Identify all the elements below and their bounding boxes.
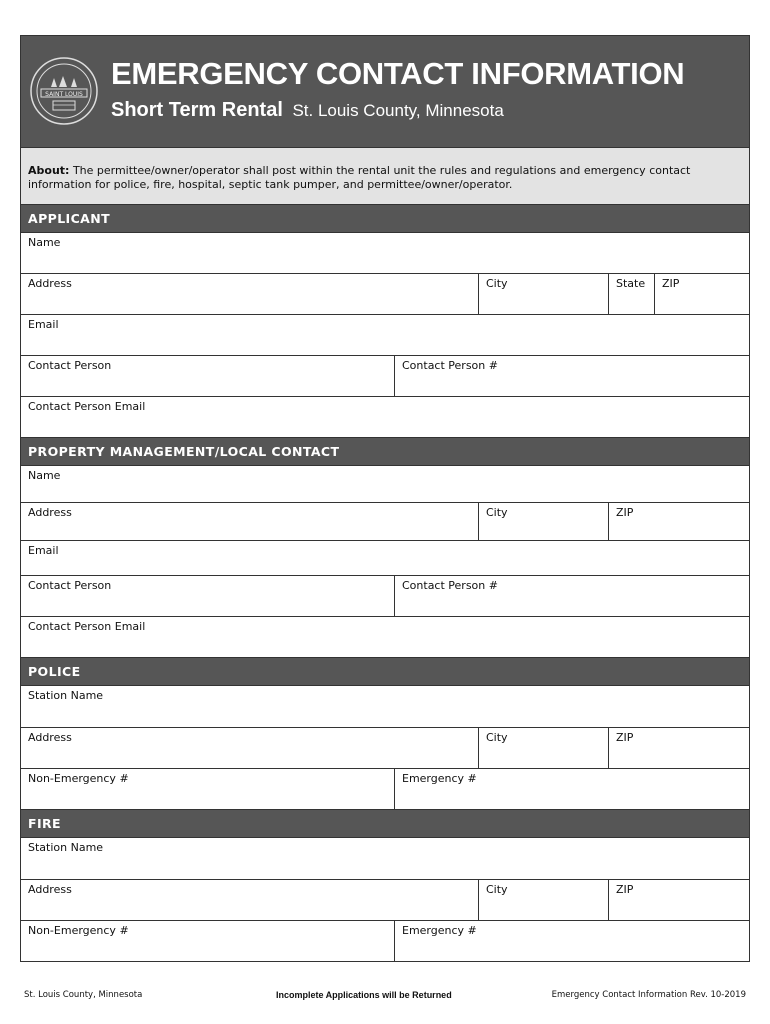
svg-text:SAINT LOUIS: SAINT LOUIS [45, 91, 83, 98]
footer-revision: Emergency Contact Information Rev. 10-2019 [551, 990, 746, 1000]
subtitle-location: St. Louis County, Minnesota [292, 101, 504, 120]
footer-county: St. Louis County, Minnesota [24, 990, 143, 1000]
property-contact-person-field[interactable]: Contact Person [28, 579, 112, 592]
property-email-row [21, 540, 749, 575]
page-title: EMERGENCY CONTACT INFORMATION [111, 56, 685, 91]
fire-station-name-field[interactable]: Station Name [28, 841, 104, 854]
about-label: About: [28, 164, 70, 177]
about-box [21, 147, 749, 204]
applicant-city-field[interactable]: City [478, 274, 608, 314]
police-station-name-field[interactable]: Station Name [28, 689, 104, 702]
section-police-header: POLICE [21, 657, 749, 685]
section-applicant-header: APPLICANT [21, 204, 749, 232]
police-city-field[interactable]: City [478, 728, 608, 768]
property-contact-email-row [21, 616, 749, 657]
footer-notice: Incomplete Applications will be Returned [276, 990, 452, 1000]
fire-station-row [21, 837, 749, 879]
applicant-contact-person-field[interactable]: Contact Person [28, 359, 112, 372]
property-contact-number-field[interactable]: Contact Person # [394, 576, 749, 616]
applicant-name-row [21, 232, 749, 273]
property-name-field[interactable]: Name [28, 469, 61, 482]
subtitle-program: Short Term Rental [111, 99, 283, 121]
property-address-field[interactable]: Address [28, 506, 72, 519]
fire-address-field[interactable]: Address [28, 883, 72, 896]
property-zip-field[interactable]: ZIP [608, 503, 749, 540]
applicant-email-row [21, 314, 749, 355]
section-property-header: PROPERTY MANAGEMENT/LOCAL CONTACT [21, 437, 749, 465]
police-zip-field[interactable]: ZIP [608, 728, 749, 768]
page-subtitle [111, 99, 504, 122]
form-header [21, 36, 749, 147]
police-phone-row [21, 768, 749, 809]
applicant-contact-email-row [21, 396, 749, 437]
police-non-emergency-field[interactable]: Non-Emergency # [28, 772, 129, 785]
applicant-name-field[interactable]: Name [28, 236, 61, 249]
applicant-email-field[interactable]: Email [28, 318, 59, 331]
applicant-address-field[interactable]: Address [28, 277, 72, 290]
fire-non-emergency-field[interactable]: Non-Emergency # [28, 924, 129, 937]
property-contact-email-field[interactable]: Contact Person Email [28, 620, 146, 633]
fire-emergency-field[interactable]: Emergency # [394, 921, 749, 961]
county-seal-icon [29, 56, 99, 126]
page-footer [0, 990, 770, 1004]
fire-address-row [21, 879, 749, 920]
about-text: The permittee/owner/operator shall post within the rental unit the rules and regulations and emergency contact information for police, fire, hospital, septic tank pumper, and permittee/owner/operator. [28, 164, 691, 191]
property-email-field[interactable]: Email [28, 544, 59, 557]
applicant-contact-row [21, 355, 749, 396]
property-city-field[interactable]: City [478, 503, 608, 540]
property-address-row [21, 502, 749, 540]
fire-city-field[interactable]: City [478, 880, 608, 920]
fire-zip-field[interactable]: ZIP [608, 880, 749, 920]
applicant-address-row [21, 273, 749, 314]
applicant-contact-email-field[interactable]: Contact Person Email [28, 400, 146, 413]
police-address-field[interactable]: Address [28, 731, 72, 744]
fire-phone-row [21, 920, 749, 961]
property-name-row [21, 465, 749, 502]
police-station-row [21, 685, 749, 727]
applicant-zip-field[interactable]: ZIP [654, 274, 749, 314]
police-emergency-field[interactable]: Emergency # [394, 769, 749, 809]
property-contact-row [21, 575, 749, 616]
applicant-contact-number-field[interactable]: Contact Person # [394, 356, 749, 396]
applicant-state-field[interactable]: State [608, 274, 654, 314]
emergency-contact-form [20, 35, 750, 962]
section-fire-header: FIRE [21, 809, 749, 837]
police-address-row [21, 727, 749, 768]
